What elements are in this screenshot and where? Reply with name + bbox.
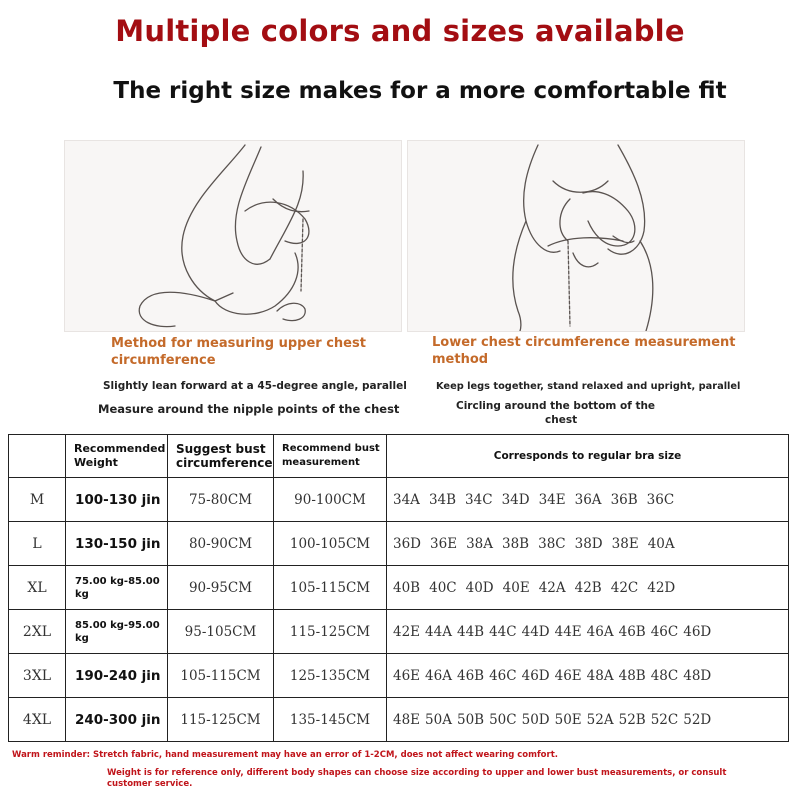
- weight-note: Weight is for reference only, different body shapes can choose size according to upper and lower bust measurements, or consult customer service.: [107, 768, 727, 789]
- bra-size: 46B: [618, 623, 646, 640]
- upper-chest-illustration: [64, 140, 402, 332]
- bra-size: 36B: [610, 491, 638, 508]
- measure-cell: 135-145CM: [274, 698, 387, 742]
- upper-method-line2: Measure around the nipple points of the chest: [98, 402, 400, 416]
- upper-method-title: [111, 335, 366, 369]
- bra-size: 34A: [393, 491, 420, 508]
- bra-size: 36D: [393, 535, 422, 552]
- weight-cell: 85.00 kg-95.00 kg: [66, 610, 168, 654]
- bra-size: 48B: [618, 667, 646, 684]
- bra-size: 34E: [538, 491, 566, 508]
- upper-method-title-line2: circumference: [111, 353, 216, 368]
- bra-size: 44D: [521, 623, 550, 640]
- bra-size: 40C: [429, 579, 457, 596]
- weight-cell: 190-240 jin: [66, 654, 168, 698]
- upper-method-line1: Slightly lean forward at a 45-degree angle, parallel: [103, 380, 407, 392]
- table-row: [9, 522, 789, 566]
- bra-size: 48E: [393, 711, 421, 728]
- bra-size: 38B: [502, 535, 530, 552]
- lower-method-title-line2: method: [432, 352, 489, 367]
- bra-size: 50E: [554, 711, 582, 728]
- bust-cell: 95-105CM: [168, 610, 274, 654]
- table-row: [9, 610, 789, 654]
- bra-size: 48D: [683, 667, 712, 684]
- bust-cell: 90-95CM: [168, 566, 274, 610]
- bra-size: 34B: [428, 491, 457, 508]
- bra-size: 36C: [646, 491, 675, 508]
- bra-size: 52C: [650, 711, 679, 728]
- bra-size: 48C: [650, 667, 679, 684]
- lower-method-title: [432, 334, 736, 368]
- bra-size: 38A: [466, 535, 493, 552]
- bra-size: 46D: [683, 623, 712, 640]
- weight-cell: 240-300 jin: [66, 698, 168, 742]
- bra-size: 42B: [574, 579, 602, 596]
- bra-size: 46A: [586, 623, 614, 640]
- table-header-row: [9, 435, 789, 478]
- measure-cell: 115-125CM: [274, 610, 387, 654]
- bust-cell: 105-115CM: [168, 654, 274, 698]
- lower-method-line3: chest: [545, 414, 578, 426]
- bra-size: 50C: [489, 711, 517, 728]
- bra-size: 46C: [650, 623, 679, 640]
- bra-size: 46A: [425, 667, 452, 684]
- bra-size: 40B: [393, 579, 421, 596]
- bra-size: 42C: [610, 579, 639, 596]
- bra-size: 50A: [425, 711, 452, 728]
- bra-size: 34D: [501, 491, 530, 508]
- bra-size: 52B: [618, 711, 646, 728]
- measure-cell: 105-115CM: [274, 566, 387, 610]
- header-measure-line1: Recommend bust: [282, 443, 380, 454]
- size-cell: M: [9, 478, 66, 522]
- bra-size: 40A: [647, 535, 675, 552]
- measure-cell: 90-100CM: [274, 478, 387, 522]
- size-cell: 2XL: [9, 610, 66, 654]
- header-measure-line2: measurement: [282, 457, 360, 468]
- bust-cell: 75-80CM: [168, 478, 274, 522]
- measure-cell: 125-135CM: [274, 654, 387, 698]
- bra-size: 42E: [393, 623, 421, 640]
- header-bust-line1: Suggest bust: [176, 442, 266, 456]
- bra-size: 40D: [465, 579, 494, 596]
- bra-size: 52D: [683, 711, 712, 728]
- measure-cell: 100-105CM: [274, 522, 387, 566]
- lower-method-line1: Keep legs together, stand relaxed and upright, parallel: [436, 381, 741, 392]
- table-row: [9, 566, 789, 610]
- lower-method-title-line1: Lower chest circumference measurement: [432, 335, 736, 350]
- size-cell: 3XL: [9, 654, 66, 698]
- size-cell: XL: [9, 566, 66, 610]
- bra-size: 34C: [465, 491, 493, 508]
- bra-size: 38C: [538, 535, 566, 552]
- table-row: [9, 698, 789, 742]
- bra-size: 36A: [574, 491, 602, 508]
- weight-cell: 130-150 jin: [66, 522, 168, 566]
- bra-size: 48A: [586, 667, 614, 684]
- header-weight: [66, 435, 168, 478]
- size-chart-table: [8, 434, 789, 742]
- header-bra: Corresponds to regular bra size: [387, 435, 789, 478]
- page-subtitle: The right size makes for a more comfortable fit: [113, 78, 727, 104]
- upper-method-title-line1: Method for measuring upper chest: [111, 336, 366, 351]
- bra-size: 52A: [586, 711, 614, 728]
- size-cell: L: [9, 522, 66, 566]
- bra-size-cell: [387, 522, 789, 566]
- table-row: [9, 654, 789, 698]
- bra-size: 38E: [611, 535, 639, 552]
- bra-size: 46E: [554, 667, 582, 684]
- size-cell: 4XL: [9, 698, 66, 742]
- bra-size: 40E: [502, 579, 530, 596]
- table-row: [9, 478, 789, 522]
- weight-cell: 75.00 kg-85.00 kg: [66, 566, 168, 610]
- bra-size: 42D: [647, 579, 676, 596]
- header-measure: [274, 435, 387, 478]
- header-weight-line1: Recommended: [74, 442, 166, 455]
- lower-method-line2: Circling around the bottom of the: [456, 400, 656, 412]
- weight-cell: 100-130 jin: [66, 478, 168, 522]
- bra-size: 38D: [574, 535, 603, 552]
- bra-size: 46B: [456, 667, 485, 684]
- bra-size-cell: [387, 698, 789, 742]
- bra-size-cell: [387, 478, 789, 522]
- bra-size: 50D: [521, 711, 550, 728]
- bra-size-cell: [387, 610, 789, 654]
- bust-cell: 80-90CM: [168, 522, 274, 566]
- bra-size: 46D: [521, 667, 550, 684]
- bust-cell: 115-125CM: [168, 698, 274, 742]
- header-bust: [168, 435, 274, 478]
- bra-size: 46C: [489, 667, 517, 684]
- bra-size: 44A: [425, 623, 452, 640]
- bra-size-cell: [387, 566, 789, 610]
- warm-reminder: Warm reminder: Stretch fabric, hand measurement may have an error of 1-2CM, does not affect wearing comfort.: [12, 750, 558, 760]
- header-bust-line2: circumference: [176, 456, 273, 470]
- bra-size: 50B: [456, 711, 485, 728]
- bra-size: 44E: [554, 623, 582, 640]
- header-weight-line2: Weight: [74, 456, 118, 469]
- page-title: Multiple colors and sizes available: [115, 14, 685, 48]
- bra-size: 44C: [489, 623, 517, 640]
- bra-size-cell: [387, 654, 789, 698]
- lower-chest-illustration: [407, 140, 745, 332]
- bra-size: 42A: [538, 579, 566, 596]
- bra-size: 46E: [393, 667, 421, 684]
- bra-size: 36E: [430, 535, 458, 552]
- header-size: [9, 435, 66, 478]
- bra-size: 44B: [456, 623, 485, 640]
- size-table-body: [9, 478, 789, 742]
